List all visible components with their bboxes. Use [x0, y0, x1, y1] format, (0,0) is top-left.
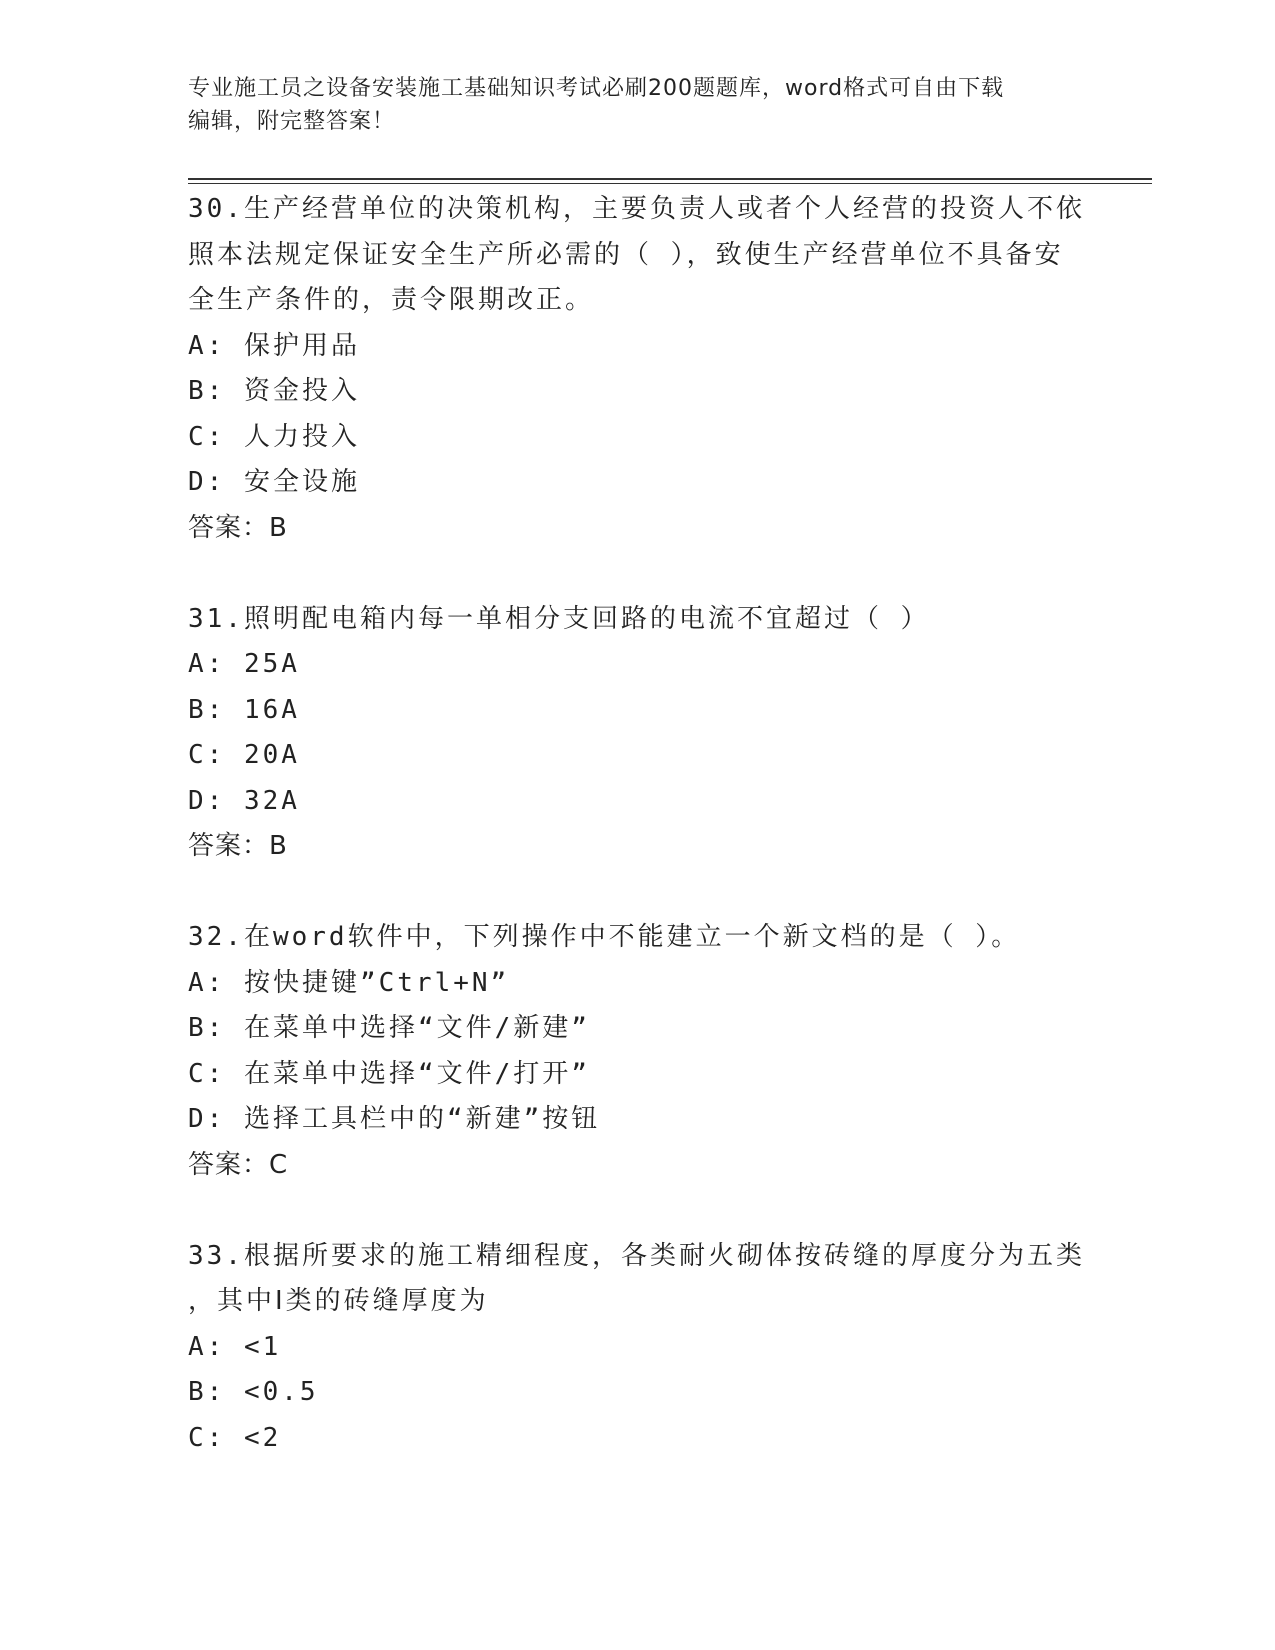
question-33 [188, 1234, 1088, 1462]
header-title-line1: 专业施工员之设备安装施工基础知识考试必刷200题题库，word格式可自由下载 [188, 76, 1005, 101]
question-stem-line: 照本法规定保证安全生产所必需的（ ），致使生产经营单位不具备安 [188, 239, 1064, 270]
answer-line: 答案：C [188, 1149, 289, 1180]
question-stem-line: 31.照明配电箱内每一单相分支回路的电流不宜超过（ ） [188, 603, 930, 634]
option-d: D: 选择工具栏中的“新建”按钮 [188, 1104, 601, 1134]
question-stem-line: 全生产条件的，责令限期改正。 [188, 285, 595, 315]
question-stem-line: 33.根据所要求的施工精细程度，各类耐火砌体按砖缝的厚度分为五类 [188, 1240, 1085, 1271]
answer-line: 答案：B [188, 512, 288, 543]
header-divider-thin [188, 183, 1152, 184]
question-stem-line: 30.生产经营单位的决策机构，主要负责人或者个人经营的投资人不依 [188, 194, 1085, 224]
option-b: B: 在菜单中选择“文件/新建” [188, 1013, 590, 1043]
option-c: C: <2 [188, 1422, 282, 1453]
option-b: B: 16A [188, 694, 300, 725]
question-stem-line: ，其中Ⅰ类的砖缝厚度为 [188, 1286, 489, 1316]
question-list [188, 187, 1088, 1507]
question-stem-line: 32.在word软件中，下列操作中不能建立一个新文档的是（ ）。 [188, 922, 1021, 952]
option-a: A: 25A [188, 649, 300, 679]
header-title-line2: 编辑，附完整答案！ [188, 109, 396, 134]
header-divider-thick [188, 178, 1152, 180]
question-30 [188, 187, 1088, 551]
question-31 [188, 597, 1088, 870]
option-b: B: 资金投入 [188, 376, 360, 406]
question-32 [188, 915, 1088, 1188]
document-header [188, 72, 1088, 138]
answer-line: 答案：B [188, 831, 288, 861]
option-d: D: 安全设施 [188, 467, 360, 497]
option-d: D: 32A [188, 785, 300, 816]
option-c: C: 人力投入 [188, 421, 360, 452]
option-a: A: 保护用品 [188, 330, 360, 361]
option-c: C: 在菜单中选择“文件/打开” [188, 1058, 590, 1089]
option-a: A: <1 [188, 1331, 282, 1362]
option-a: A: 按快捷键”Ctrl+N” [188, 967, 510, 998]
option-c: C: 20A [188, 740, 300, 770]
option-b: B: <0.5 [188, 1377, 319, 1407]
